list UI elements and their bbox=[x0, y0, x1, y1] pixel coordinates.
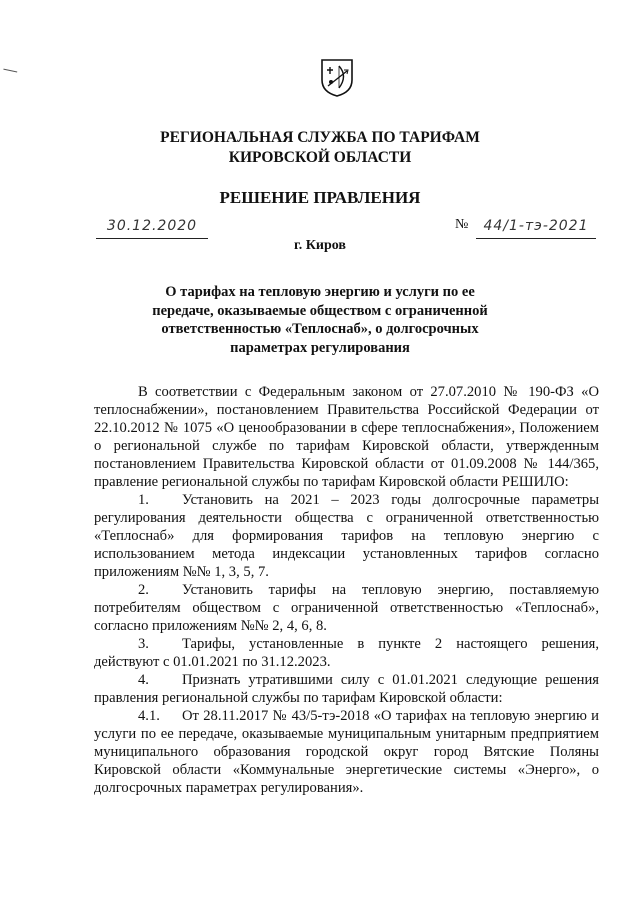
scan-mark bbox=[3, 69, 18, 76]
subject-line-1: О тарифах на тепловую энергию и услуги по ее bbox=[165, 284, 475, 300]
item-marker: 1. bbox=[138, 492, 149, 508]
document-date: 30.12.2020 bbox=[96, 218, 208, 239]
document-number: 44/1-тэ-2021 bbox=[476, 218, 596, 239]
list-item bbox=[94, 707, 599, 797]
org-line-2: КИРОВСКОЙ ОБЛАСТИ bbox=[228, 149, 412, 166]
document-body bbox=[94, 383, 599, 797]
kirov-oblast-coat-of-arms-icon bbox=[320, 58, 354, 98]
item-text: Признать утратившими силу с 01.01.2021 следующие решения правления региональной службы по тарифам Кировской области: bbox=[94, 672, 599, 706]
item-marker: 2. bbox=[138, 582, 149, 598]
item-text: Тарифы, установленные в пункте 2 настоящего решения, действуют с 01.01.2021 по 31.12.2023. bbox=[94, 636, 599, 670]
organization-title bbox=[0, 128, 640, 168]
list-item bbox=[94, 581, 599, 635]
city: г. Киров bbox=[294, 238, 346, 253]
subject-line-3: ответственностью «Теплоснаб», о долгосрочных bbox=[161, 321, 479, 337]
document-subject bbox=[0, 283, 640, 357]
subject-line-2: передаче, оказываемые обществом с ограниченной bbox=[152, 302, 488, 319]
item-text: Установить на 2021 – 2023 годы долгосрочные параметры регулирования деятельности общества с ограниченной ответственностью «Теплоснаб» для формирования тарифов на тепловую энергию с использованием метода индексации установленных тарифов согласно приложениям №№ 1, 3, 5, 7. bbox=[94, 492, 599, 580]
list-item bbox=[94, 491, 599, 581]
item-marker: 4.1. bbox=[138, 708, 160, 724]
number-sign: № bbox=[455, 217, 469, 232]
document-kind: РЕШЕНИЕ ПРАВЛЕНИЯ bbox=[219, 188, 421, 207]
subject-line-4: параметрах регулирования bbox=[230, 339, 410, 356]
org-line-1: РЕГИОНАЛЬНАЯ СЛУЖБА ПО ТАРИФАМ bbox=[160, 129, 480, 146]
list-item bbox=[94, 671, 599, 707]
item-text: От 28.11.2017 № 43/5-тэ-2018 «О тарифах на тепловую энергию и услуги по ее передаче, оказываемые муниципальным унитарным предприятием муниципального образования городской округ город Вятские Поляны Кировской области «Коммунальные энергетические системы «Энерго», о долгосрочных параметрах регулирования». bbox=[94, 708, 599, 796]
preamble: В соответствии с Федеральным законом от 27.07.2010 № 190-ФЗ «О теплоснабжении», постановлением Правительства Российской Федерации от 22.10.2012 № 1075 «О ценообразовании в сфере теплоснабжения», Положением о региональной службе по тарифам Кировской области, утвержденным постановлением Правительства Кировской области от 01.09.2008 № 144/365, правление региональной службы по тарифам Кировской области РЕШИЛО: bbox=[94, 384, 599, 490]
list-item bbox=[94, 635, 599, 671]
item-marker: 3. bbox=[138, 636, 149, 652]
item-text: Установить тарифы на тепловую энергию, поставляемую потребителям обществом с ограниченной ответственностью «Теплоснаб», согласно приложениям №№ 2, 4, 6, 8. bbox=[94, 582, 599, 634]
item-marker: 4. bbox=[138, 672, 149, 688]
